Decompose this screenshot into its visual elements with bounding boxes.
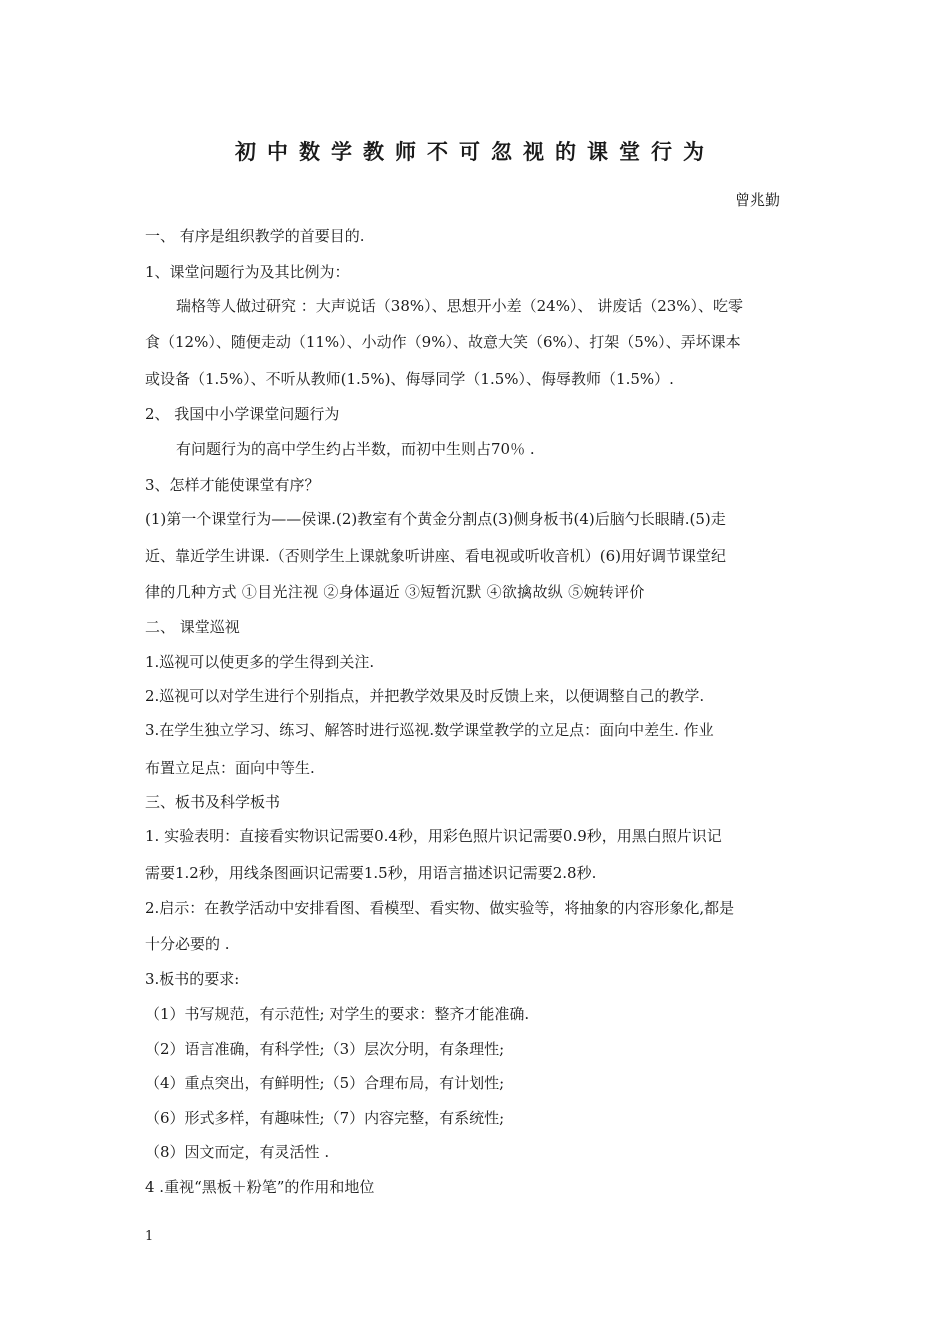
author-name: 曾兆勤	[734, 191, 780, 209]
paragraph-line: (1)第一个课堂行为——侯课.(2)教室有个黄金分割点(3)侧身板书(4)后脑勺长眼睛.(5)走	[145, 510, 726, 528]
paragraph-line: 布置立足点：面向中等生.	[145, 759, 315, 777]
subheading: 4 .重视“黑板＋粉笔”的作用和地位	[145, 1178, 375, 1196]
subheading: 3.板书的要求:	[145, 970, 240, 988]
paragraph-line: 1. 实验表明：直接看实物识记需要0.4秒，用彩色照片识记需要0.9秒，用黑白照片识记	[145, 827, 722, 845]
paragraph-line: 2.巡视可以对学生进行个别指点，并把教学效果及时反馈上来，以便调整自己的教学.	[145, 687, 705, 705]
paragraph-line: 有问题行为的高中学生约占半数，而初中生则占70％ .	[176, 440, 535, 458]
paragraph-line: 近、靠近学生讲课.（否则学生上课就象听讲座、看电视或听收音机）(6)用好调节课堂纪	[145, 547, 727, 565]
list-item: （6）形式多样，有趣味性;（7）内容完整，有系统性;	[145, 1109, 505, 1127]
subheading: 2、 我国中小学课堂问题行为	[145, 405, 340, 423]
paragraph-line: 律的几种方式 ①目光注视 ②身体逼近 ③短暂沉默 ④欲擒故纵 ⑤婉转评价	[145, 583, 645, 601]
paragraph-line: 3.在学生独立学习、练习、解答时进行巡视.数学课堂教学的立足点：面向中差生. 作业	[145, 721, 714, 739]
paragraph-line: 瑞格等人做过研究 ：大声说话（38%）、思想开小差（24%）、 讲废话（23%）、吃零	[176, 297, 744, 315]
paragraph-line: 食（12%）、随便走动（11%）、小动作（9%）、故意大笑（6%）、打架（5%）、弄坏课本	[145, 333, 741, 351]
section-heading-2: 二、 课堂巡视	[145, 618, 240, 636]
document-title: 初中数学教师不可忽视的课堂行为	[235, 139, 715, 164]
list-item: （1）书写规范，有示范性; 对学生的要求：整齐才能准确.	[145, 1005, 530, 1023]
section-heading-1: 一、 有序是组织教学的首要目的.	[145, 227, 365, 245]
list-item: （4）重点突出，有鲜明性;（5）合理布局，有计划性;	[145, 1074, 505, 1092]
page-number: 1	[145, 1229, 154, 1244]
paragraph-line: 需要1.2秒，用线条图画识记需要1.5秒，用语言描述识记需要2.8秒.	[145, 864, 597, 882]
list-item: （8）因文而定，有灵活性 .	[145, 1143, 330, 1161]
paragraph-line: 十分必要的 .	[145, 935, 230, 953]
section-heading-3: 三、板书及科学板书	[145, 793, 281, 811]
paragraph-line: 2.启示：在教学活动中安排看图、看模型、看实物、做实验等，将抽象的内容形象化,都是	[145, 899, 735, 917]
list-item: （2）语言准确，有科学性;（3）层次分明，有条理性;	[145, 1040, 505, 1058]
paragraph-line: 或设备（1.5%）、不听从教师(1.5%)、侮辱同学（1.5%）、侮辱教师（1.5%）.	[145, 370, 674, 388]
subheading: 3、怎样才能使课堂有序？	[145, 476, 320, 494]
paragraph-line: 1.巡视可以使更多的学生得到关注.	[145, 653, 375, 671]
subheading: 1、课堂问题行为及其比例为：	[145, 263, 350, 281]
